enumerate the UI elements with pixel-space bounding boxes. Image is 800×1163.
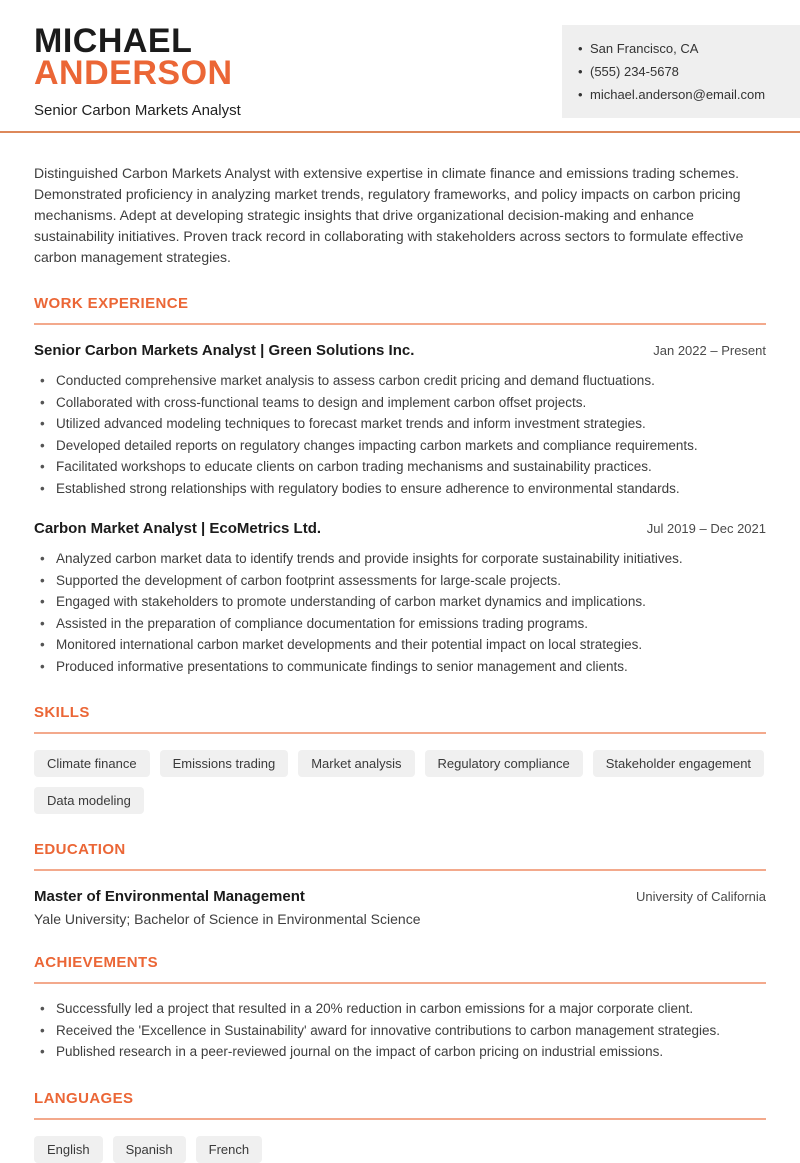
- education-details: Yale University; Bachelor of Science in Environmental Science: [34, 911, 421, 927]
- section-skills: [34, 704, 766, 814]
- language-chip: English: [34, 1136, 103, 1163]
- education-title: EDUCATION: [34, 841, 126, 858]
- header-name-block: [34, 22, 241, 119]
- skill-chip: Stakeholder engagement: [593, 750, 764, 777]
- skills-title: SKILLS: [34, 704, 90, 721]
- contact-item: • San Francisco, CA: [578, 37, 784, 60]
- skill-chip: Data modeling: [34, 787, 144, 814]
- job-bullet: • Monitored international carbon market developments and their potential impact on local strategies.: [34, 634, 766, 656]
- language-chip: Spanish: [113, 1136, 186, 1163]
- work-experience-title: WORK EXPERIENCE: [34, 295, 189, 312]
- job-title: Senior Carbon Markets Analyst | Green Solutions Inc.: [34, 342, 415, 359]
- achievements-bullet-list: [34, 998, 766, 1063]
- job-bullet: • Established strong relationships with regulatory bodies to ensure adherence to environmental standards.: [34, 478, 766, 500]
- achievement-bullet: • Received the 'Excellence in Sustainability' award for innovative contributions to carbon management strategies.: [34, 1020, 766, 1042]
- job-bullet: • Assisted in the preparation of compliance documentation for emissions trading programs.: [34, 613, 766, 635]
- section-work-experience: [34, 295, 766, 677]
- achievements-title: ACHIEVEMENTS: [34, 954, 158, 971]
- job-bullet: • Collaborated with cross-functional teams to design and implement carbon offset projects.: [34, 392, 766, 414]
- header-job-title: Senior Carbon Markets Analyst: [34, 102, 241, 119]
- job-header: [34, 520, 766, 537]
- header-divider: [0, 131, 800, 133]
- achievement-bullet: • Successfully led a project that resulted in a 20% reduction in carbon emissions for a major corporate client.: [34, 998, 766, 1020]
- languages-chip-list: [34, 1136, 766, 1163]
- job-bullet: • Utilized advanced modeling techniques to forecast market trends and inform investment strategies.: [34, 413, 766, 435]
- education-entry: [34, 888, 766, 927]
- resume-content: [0, 163, 800, 1163]
- resume-header: [0, 0, 800, 119]
- contact-item: • (555) 234-5678: [578, 60, 784, 83]
- section-underline: [34, 869, 766, 871]
- skill-chip: Climate finance: [34, 750, 150, 777]
- section-underline: [34, 732, 766, 734]
- languages-title: LANGUAGES: [34, 1089, 134, 1107]
- education-header: [34, 888, 766, 905]
- job-entry: [34, 342, 766, 499]
- section-underline: [34, 1118, 766, 1120]
- job-bullet: • Developed detailed reports on regulatory changes impacting carbon markets and compliance requirements.: [34, 435, 766, 457]
- contact-list: [578, 37, 784, 106]
- job-bullet: • Facilitated workshops to educate clients on carbon trading mechanisms and sustainability practices.: [34, 456, 766, 478]
- skill-chip: Market analysis: [298, 750, 414, 777]
- summary-paragraph: Distinguished Carbon Markets Analyst with extensive expertise in climate finance and emissions trading schemes. Demonstrated proficiency in analyzing market trends, regulatory frameworks, and policy impacts on carbon pricing mechanisms. Adept at developing strategic insights that drive organizational decision-making and enhance sustainability initiatives. Proven track record in collaborating with stakeholders across sectors to formulate effective carbon management strategies.: [34, 165, 744, 265]
- education-institution: University of California: [635, 889, 766, 904]
- achievement-bullet: • Published research in a peer-reviewed journal on the impact of carbon pricing on industrial emissions.: [34, 1041, 766, 1063]
- contact-item: • michael.anderson@email.com: [578, 83, 784, 106]
- language-chip: French: [196, 1136, 262, 1163]
- section-underline: [34, 982, 766, 984]
- job-title: Carbon Market Analyst | EcoMetrics Ltd.: [34, 520, 322, 537]
- job-bullet: • Conducted comprehensive market analysis to assess carbon credit pricing and demand fluctuations.: [34, 370, 766, 392]
- skill-chip: Regulatory compliance: [425, 750, 583, 777]
- section-education: [34, 841, 766, 927]
- section-languages: [34, 1090, 766, 1163]
- job-entry: [34, 520, 766, 677]
- candidate-name: [34, 22, 241, 92]
- education-degree: Master of Environmental Management: [34, 888, 305, 905]
- job-dates: Jul 2019 – Dec 2021: [646, 521, 766, 536]
- section-achievements: [34, 954, 766, 1063]
- job-bullet-list: [34, 548, 766, 677]
- job-bullet: • Analyzed carbon market data to identify trends and provide insights for corporate sustainability initiatives.: [34, 548, 766, 570]
- job-bullet: • Engaged with stakeholders to promote understanding of carbon market dynamics and implications.: [34, 591, 766, 613]
- job-header: [34, 342, 766, 359]
- job-bullet: • Supported the development of carbon footprint assessments for large-scale projects.: [34, 570, 766, 592]
- last-name: ANDERSON: [34, 54, 233, 92]
- section-underline: [34, 323, 766, 325]
- first-name: MICHAEL: [34, 22, 193, 60]
- job-bullet-list: [34, 370, 766, 499]
- job-dates: Jan 2022 – Present: [653, 343, 766, 358]
- job-bullet: • Produced informative presentations to communicate findings to senior management and clients.: [34, 656, 766, 678]
- contact-box: [562, 25, 800, 118]
- skills-chip-list: [34, 750, 766, 814]
- skill-chip: Emissions trading: [160, 750, 289, 777]
